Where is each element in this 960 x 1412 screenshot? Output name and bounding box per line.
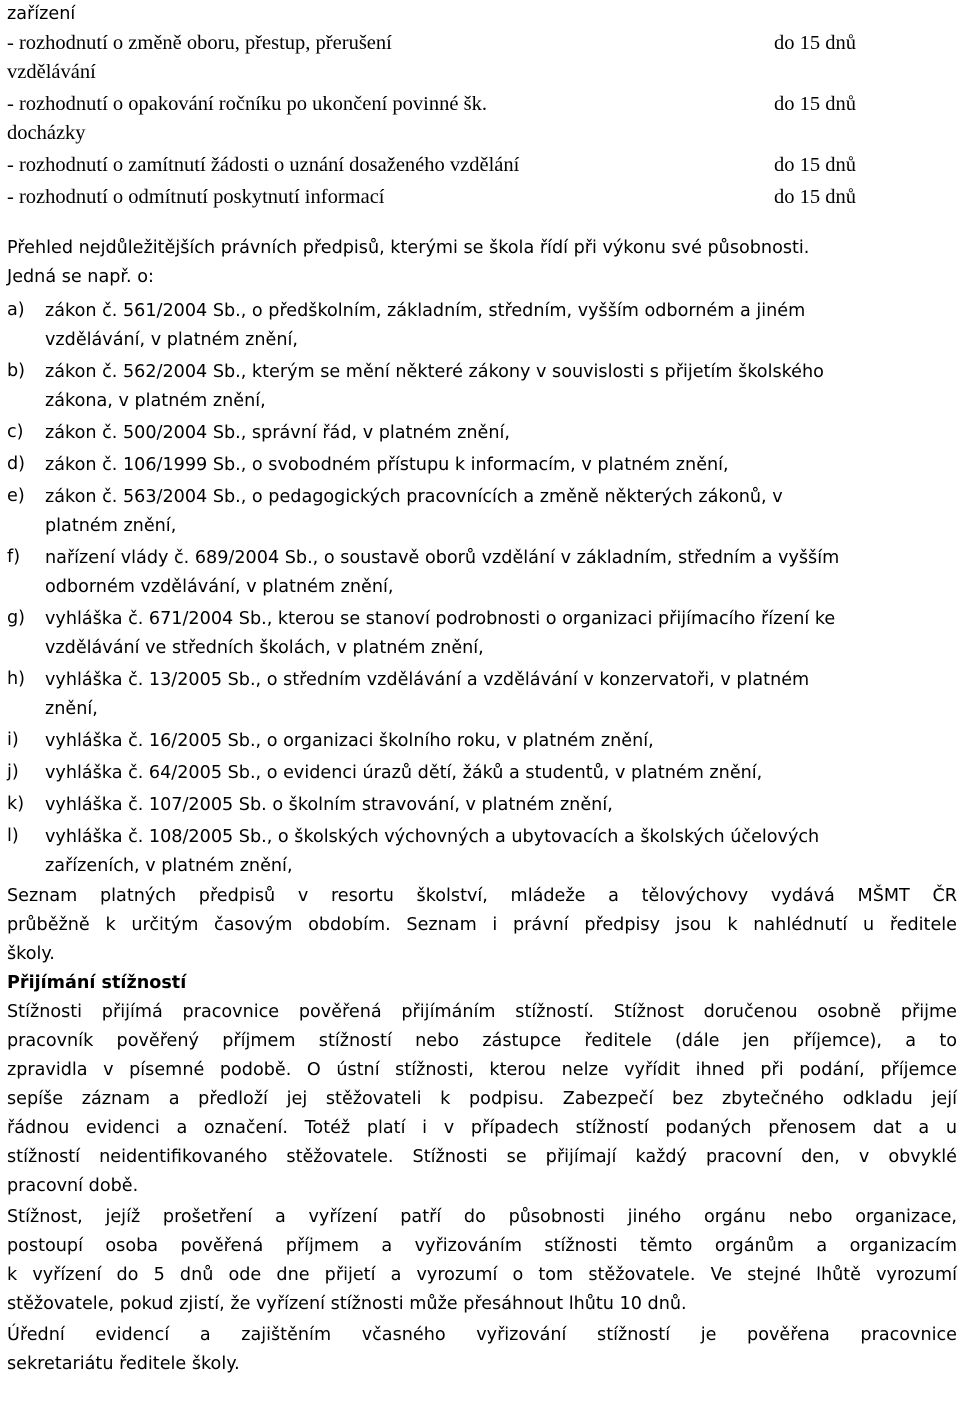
list-label: g) [7,608,26,628]
law-reference: nařízení vlády č. 689/2004 Sb. [45,548,313,568]
paragraph-line: stěžovatele, pokud zjistí, že vyřízení stížnosti může přesáhnout lhůtu 10 dnů. [7,1294,687,1314]
law-description: , o evidenci úrazů dětí, žáků a studentů, v platném znění, [255,763,763,783]
paragraph-line: postoupí osoba pověřená příjmem a vyřizováním stížnosti těmto orgánům a organizacím [7,1236,957,1256]
paragraph-line: stížností neidentifikovaného stěžovatele. Stížnosti se přijímají každý pracovní den, v obvyklé [7,1147,957,1167]
law-description: , správní řád, v platném znění, [240,423,510,443]
law-reference: zákon č. 561/2004 Sb. [45,301,241,321]
deadline-value: do 15 dnů [774,93,856,115]
list-item [7,450,957,479]
list-item [7,418,957,447]
deadline-row [7,151,957,180]
deadline-value: do 15 dnů [774,154,856,176]
deadline-value: do 15 dnů [774,186,856,208]
law-description: , o středním vzdělávání a vzdělávání v konzervatoři, v platném [255,670,810,690]
deadline-row [7,29,957,87]
law-description: , o školských výchovných a ubytovacích a školských účelových [266,827,820,847]
complaints-paragraph [7,1203,957,1319]
list-label: a) [7,300,25,320]
deadline-text: docházky [7,122,86,144]
list-item [7,665,957,723]
law-description: , o svobodném přístupu k informacím, v platném znění, [240,455,729,475]
law-description: odborném vzdělávání, v platném znění, [45,577,394,597]
law-reference: vyhláška č. 671/2004 Sb. [45,609,267,629]
list-label: l) [7,826,19,846]
deadline-text: - rozhodnutí o opakování ročníku po ukončení povinné šk. [7,93,487,115]
list-item [7,822,957,880]
law-description: , kterou se stanoví podrobnosti o organizaci přijímacího řízení ke [266,609,836,629]
deadline-text: - rozhodnutí o změně oboru, přestup, přerušení [7,32,392,54]
law-reference: vyhláška č. 108/2005 Sb. [45,827,267,847]
list-label: k) [7,794,25,814]
law-description: , o soustavě oborů vzdělání v základním, středním a vyšším [312,548,840,568]
list-item [7,726,957,755]
paragraph-line: průběžně k určitým časovým obdobím. Seznam i právní předpisy jsou k nahlédnutí u ředitele [7,915,957,935]
deadline-text: - rozhodnutí o zamítnutí žádosti o uznání dosaženého vzdělání [7,154,520,176]
paragraph-line: sekretariátu ředitele školy. [7,1354,240,1374]
paragraph-line: k vyřízení do 5 dnů ode dne přijetí a vyrozumí o tom stěžovatele. Ve stejné lhůtě vyrozumí [7,1265,957,1285]
paragraph-line: školy. [7,944,55,964]
paragraph-line: Stížnost, jejíž prošetření a vyřízení patří do působnosti jiného orgánu nebo organizace, [7,1207,957,1227]
law-reference: zákon č. 562/2004 Sb. [45,362,241,382]
paragraph-line: zpravidla v písemné podobě. O ústní stížnosti, kterou nelze vyřídit ihned při podání, příjemce [7,1060,957,1080]
deadlines-table [7,29,957,212]
registry-paragraph [7,882,957,969]
deadline-text: - rozhodnutí o odmítnutí poskytnutí informací [7,186,385,208]
paragraph-line: Seznam platných předpisů v resortu školství, mládeže a tělovýchovy vydává MŠMT ČR [7,886,957,906]
deadline-text: vzdělávání [7,61,96,83]
law-reference: zákon č. 500/2004 Sb. [45,423,241,443]
law-description: zákona, v platném znění, [45,391,266,411]
list-item [7,790,957,819]
complaints-paragraph [7,1321,957,1379]
law-description: zařízeních, v platném znění, [45,856,293,876]
law-reference: zákon č. 106/1999 Sb. [45,455,241,475]
section-heading: Přijímání stížností [7,973,187,993]
law-description: , o organizaci školního roku, v platném znění, [255,731,654,751]
overview-line: Jedná se např. o: [7,267,154,287]
law-description: , o pedagogických pracovnících a změně některých zákonů, v [240,487,783,507]
document-page [7,0,957,1379]
list-label: i) [7,730,19,750]
law-reference: vyhláška č. 64/2005 Sb. [45,763,256,783]
law-reference: vyhláška č. 107/2005 Sb. [45,795,267,815]
deadline-row [7,90,957,148]
overview-line: Přehled nejdůležitějších právních předpisů, kterými se škola řídí při výkonu své působnosti. [7,238,810,258]
law-description: vzdělávání, v platném znění, [45,330,299,350]
paragraph-line: Úřední evidencí a zajištěním včasného vyřizování stížností je pověřena pracovnice [7,1325,957,1345]
paragraph-line: Stížnosti přijímá pracovnice pověřená přijímáním stížností. Stížnost doručenou osobně přijme [7,1002,957,1022]
list-label: h) [7,669,26,689]
deadline-value: do 15 dnů [774,32,856,54]
law-description: platném znění, [45,516,177,536]
list-item [7,482,957,540]
law-reference: zákon č. 563/2004 Sb. [45,487,241,507]
complaints-paragraph [7,998,957,1201]
paragraph-line: sepíše záznam a předloží jej stěžovateli k podpisu. Zabezpečí bez zbytečného odkladu její [7,1089,957,1109]
list-label: e) [7,486,25,506]
law-description: znění, [45,699,98,719]
list-label: b) [7,361,26,381]
list-label: j) [7,762,19,782]
law-description: , o předškolním, základním, středním, vyšším odborném a jiném [240,301,806,321]
law-description: vzdělávání ve středních školách, v platném znění, [45,638,484,658]
list-item [7,357,957,415]
list-label: d) [7,454,26,474]
list-item [7,758,957,787]
list-label: f) [7,547,21,567]
deadline-row [7,183,957,212]
list-item [7,296,957,354]
legislation-list [7,296,957,880]
paragraph-line: pracovník pověřený příjmem stížností nebo zástupce ředitele (dále jen příjemce), a to [7,1031,957,1051]
paragraph-line: řádnou evidenci a označení. Totéž platí i v případech stížností podaných přenosem dat a u [7,1118,957,1138]
paragraph-line: pracovní době. [7,1176,139,1196]
list-item [7,604,957,662]
law-reference: vyhláška č. 13/2005 Sb. [45,670,256,690]
list-item [7,543,957,601]
law-description: , kterým se mění některé zákony v souvislosti s přijetím školského [240,362,824,382]
top-fragment: zařízení [7,4,76,24]
law-reference: vyhláška č. 16/2005 Sb. [45,731,256,751]
list-label: c) [7,422,24,442]
law-description: o školním stravování, v platném znění, [266,795,613,815]
